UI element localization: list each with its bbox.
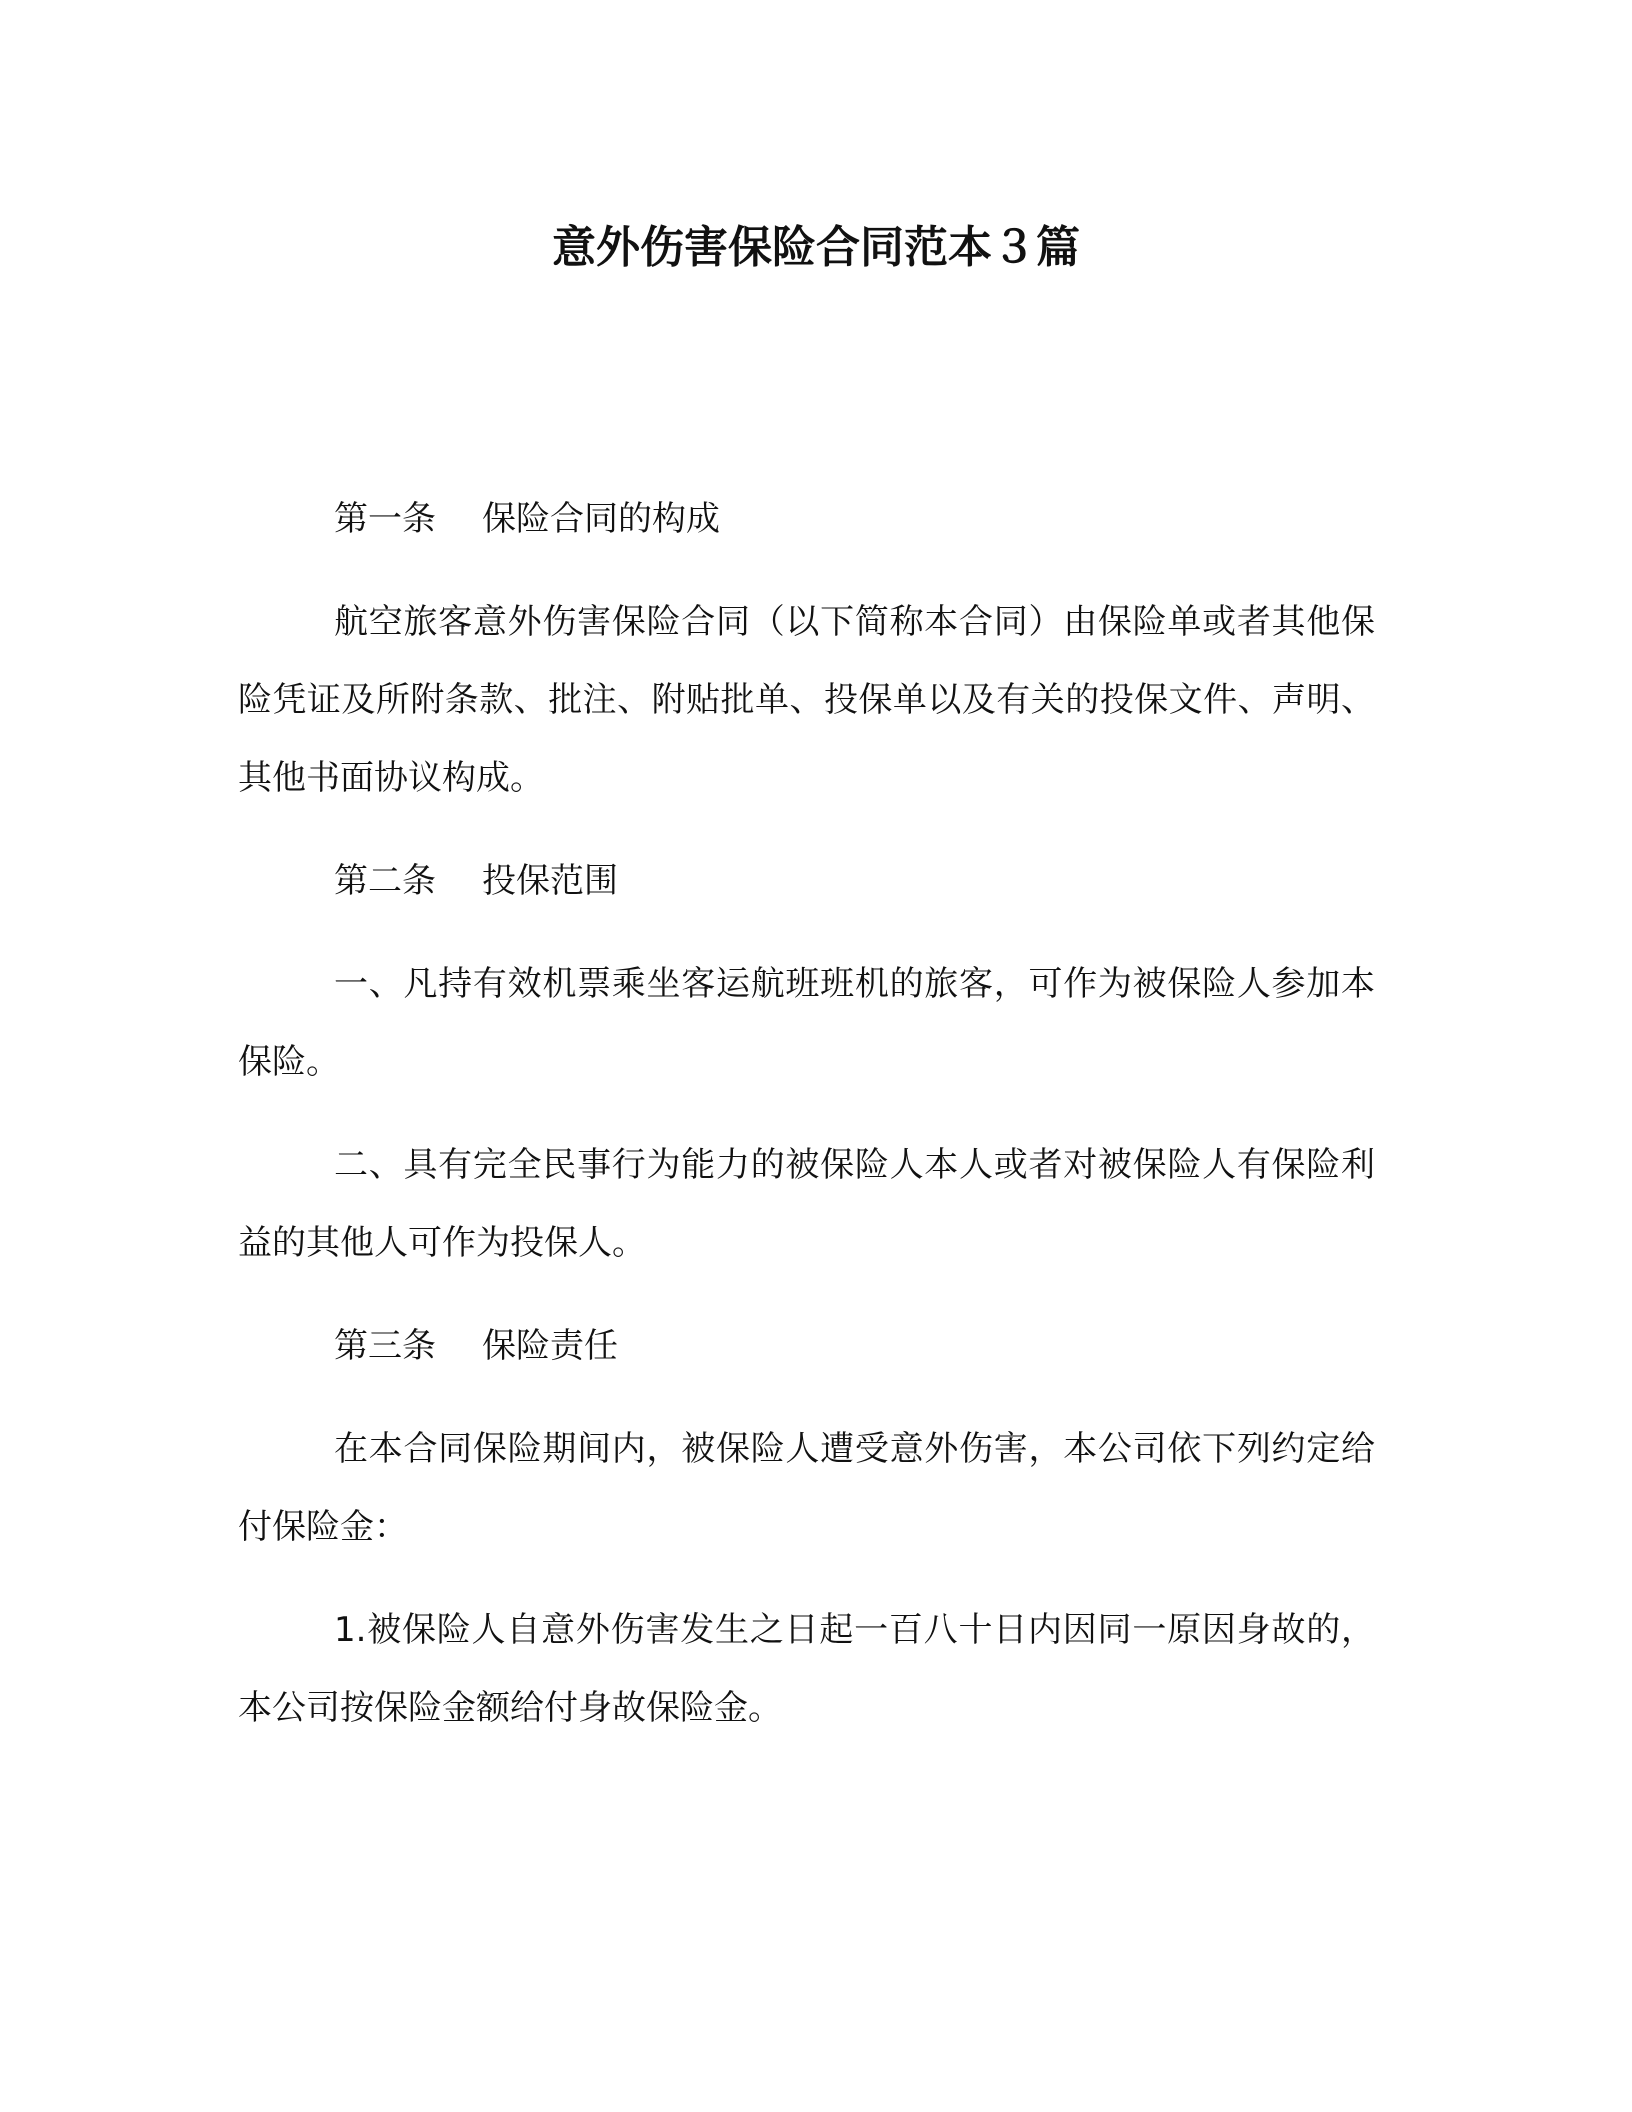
article-number: 第一条 — [334, 499, 436, 539]
paragraph: 航空旅客意外伤害保险合同（以下简称本合同）由保险单或者其他保险凭证及所附条款、批注、附贴批单、投保单以及有关的投保文件、声明、其他书面协议构成。 — [238, 602, 1375, 798]
article-heading-3 — [238, 1307, 1375, 1385]
article-number: 第二条 — [334, 861, 436, 901]
article-heading-1 — [238, 480, 1375, 558]
article-title: 保险责任 — [482, 1326, 618, 1366]
article-heading-2 — [238, 842, 1375, 920]
paragraph: 1.被保险人自意外伤害发生之日起一百八十日内因同一原因身故的，本公司按保险金额给付身故保险金。 — [238, 1610, 1375, 1728]
paragraph: 在本合同保险期间内，被保险人遭受意外伤害，本公司依下列约定给付保险金： — [238, 1429, 1375, 1547]
paragraph: 一、凡持有效机票乘坐客运航班班机的旅客，可作为被保险人参加本保险。 — [238, 964, 1375, 1082]
article-number: 第三条 — [334, 1326, 436, 1366]
article-title: 保险合同的构成 — [482, 499, 720, 539]
document-body — [238, 480, 1375, 1772]
document-title: 意外伤害保险合同范本３篇 — [552, 222, 1080, 273]
article-title: 投保范围 — [482, 861, 618, 901]
paragraph: 二、具有完全民事行为能力的被保险人本人或者对被保险人有保险利益的其他人可作为投保人。 — [238, 1145, 1375, 1263]
